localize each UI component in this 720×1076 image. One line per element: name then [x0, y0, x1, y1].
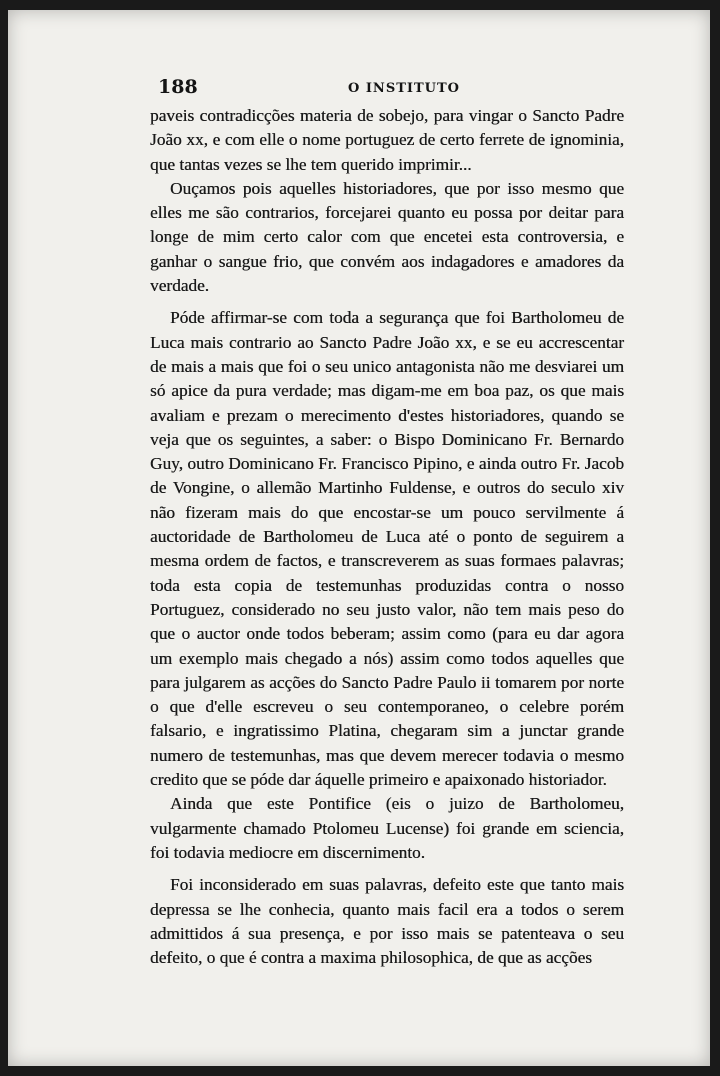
body-text: [150, 104, 624, 970]
paragraph: Ouçamos pois aquelles historiadores, que por isso mesmo que elles me são contrarios, forcejarei quanto eu possa por deitar para longe de mim certo calor com que encetei esta controversia, e ganhar o sangue frio, que convém aos indagadores e amadores da verdade.: [150, 178, 624, 296]
paragraph: Foi inconsiderado em suas palavras, defeito este que tanto mais depressa se lhe conhecia, quanto mais facil era a todos o serem admittidos á sua presença, e por isso mais se patenteava o seu defeito, o que é contra a maxima philosophica, de que as acções: [150, 875, 624, 968]
paragraph: paveis contradicções materia de sobejo, para vingar o Sancto Padre João xx, e com elle o nome portuguez de certo ferrete de ignominia, que tantas vezes se lhe tem querido imprimir...: [150, 106, 624, 174]
running-title: O INSTITUTO: [348, 81, 460, 96]
page-number: 188: [158, 76, 198, 98]
paragraph: Ainda que este Pontifice (eis o juizo de Bartholomeu, vulgarmente chamado Ptolomeu Lucense) foi grande em sciencia, foi todavia mediocre em discernimento.: [150, 794, 624, 862]
paragraph: Póde affirmar-se com toda a segurança que foi Bartholomeu de Luca mais contrario ao Sancto Padre João xx, e se eu accrescentar de mais a mais que foi o seu unico antagonista não me desviarei um só apice da pura verdade; mas digam-me em boa paz, os que mais avaliam e prezam o merecimento d'estes historiadores, quando se veja que os seguintes, a saber: o Bispo Dominicano Fr. Bernardo Guy, outro Dominicano Fr. Francisco Pipino, e ainda outro Fr. Jacob de Vongine, o allemão Martinho Fuldense, e outros do seculo xiv não fizeram mais do que encostar-se um pouco servilmente á auctoridade de Bartholomeu de Luca até o ponto de seguirem a mesma ordem de factos, e transcreverem as suas formaes palavras; toda esta copia de testemunhas produzidas contra o nosso Portuguez, considerado no seu justo valor, não tem mais peso do que o auctor onde todos beberam; assim como (para eu dar agora um exemplo mais chegado a nós) assim como todos aquelles que para julgarem as acções do Sancto Padre Paulo ii tomarem por norte o que d'elle escreveu o seu contemporaneo, o celebre porém falsario, e ingratissimo Platina, chegaram sim a junctar grande numero de testemunhas, mas que devem merecer todavia o mesmo credito que se póde dar áquelle primeiro e apaixonado historiador.: [150, 308, 624, 790]
page-header: [158, 76, 636, 100]
